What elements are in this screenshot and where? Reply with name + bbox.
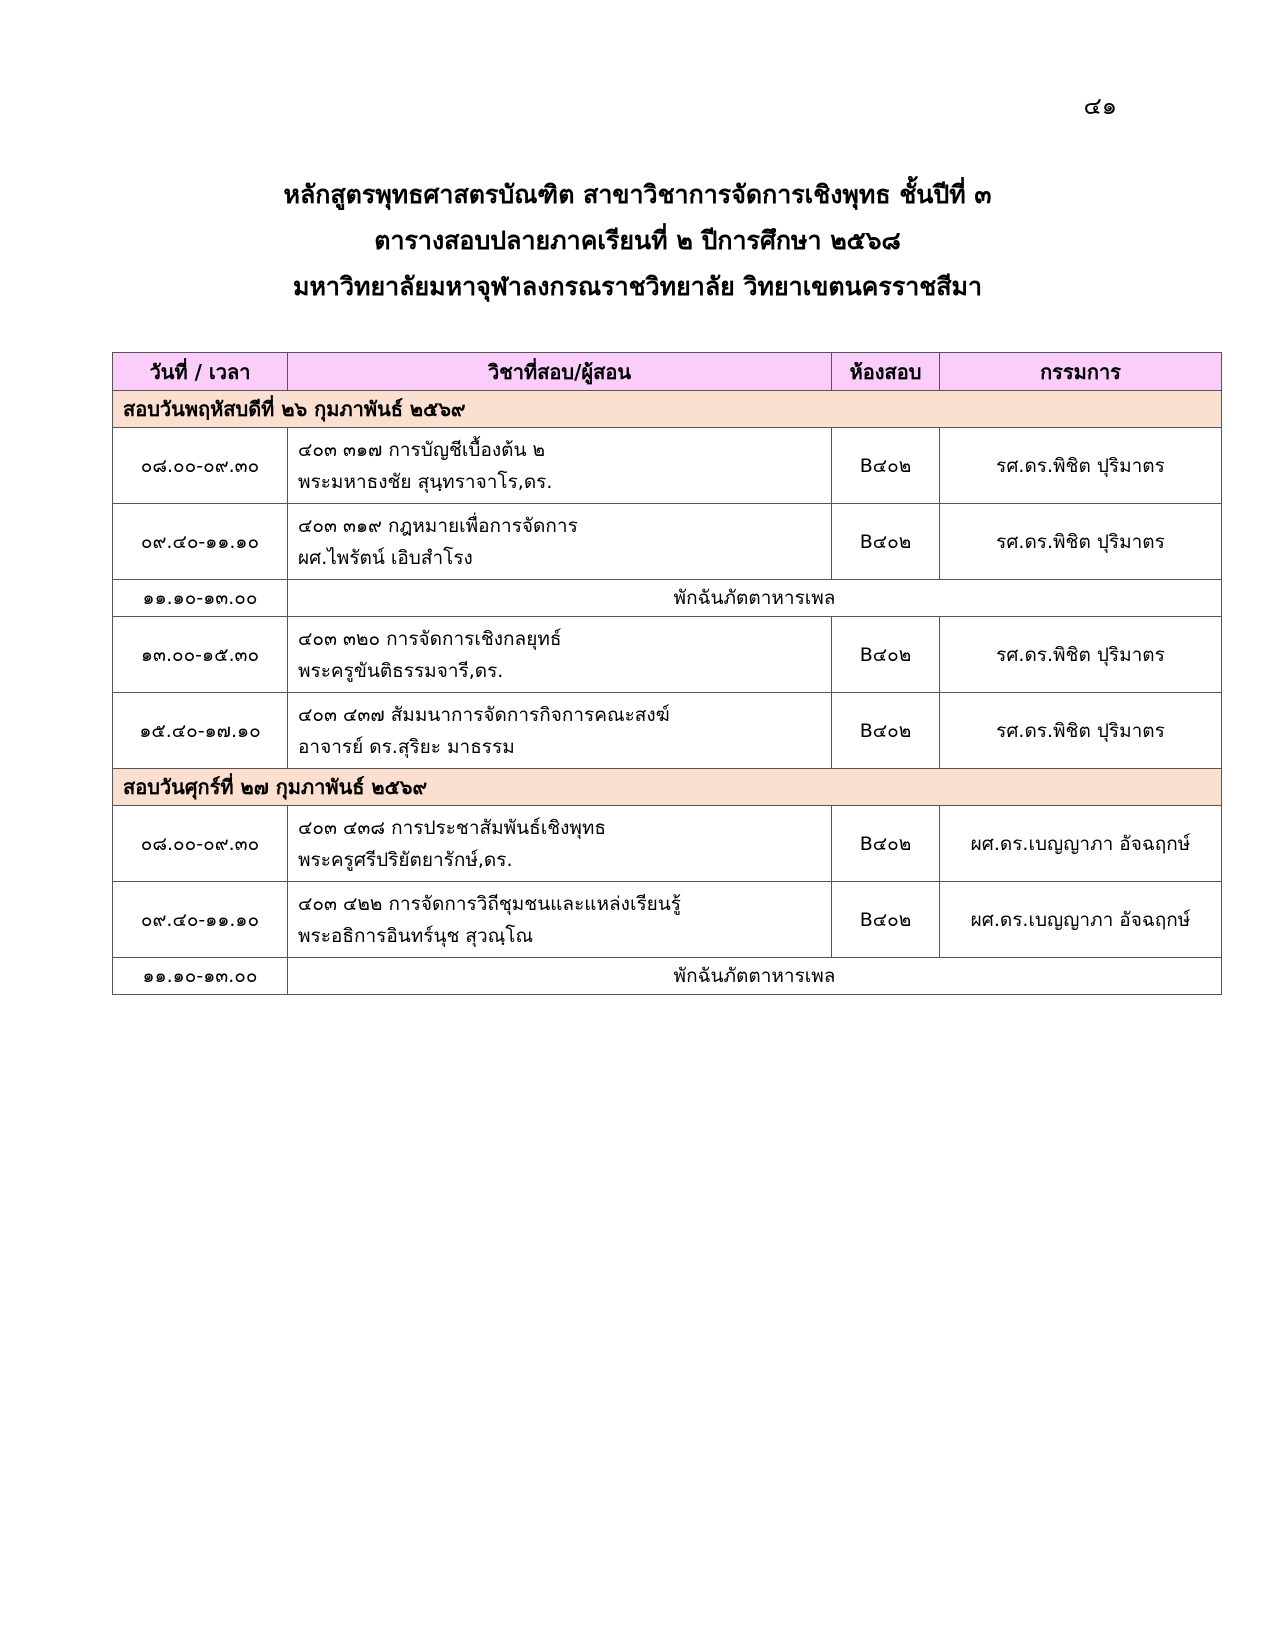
day-row bbox=[113, 391, 1222, 428]
day-label: สอบวันศุกร์ที่ ๒๗ กุมภาพันธ์ ๒๕๖๙ bbox=[113, 769, 1222, 806]
exam-time: ๐๙.๔๐-๑๑.๑๐ bbox=[113, 504, 288, 580]
break-row bbox=[113, 958, 1222, 995]
instructor-name: พระมหาธงชัย สุนฺทราจาโร,ดร. bbox=[298, 470, 553, 493]
instructor-name: ผศ.ไพรัตน์ เอิบสำโรง bbox=[298, 546, 473, 569]
exam-schedule-table bbox=[112, 352, 1222, 995]
day-row bbox=[113, 769, 1222, 806]
exam-subject-cell bbox=[288, 882, 832, 958]
title-line-3: มหาวิทยาลัยมหาจุฬาลงกรณราชวิทยาลัย วิทยาเขตนครราชสีมา bbox=[292, 272, 983, 301]
exam-room: B๔๐๒ bbox=[832, 882, 940, 958]
day-label: สอบวันพฤหัสบดีที่ ๒๖ กุมภาพันธ์ ๒๕๖๙ bbox=[113, 391, 1222, 428]
exam-subject-cell bbox=[288, 806, 832, 882]
exam-committee: รศ.ดร.พิชิต ปุริมาตร bbox=[940, 504, 1222, 580]
exam-room: B๔๐๒ bbox=[832, 806, 940, 882]
title-line-1: หลักสูตรพุทธศาสตรบัณฑิต สาขาวิชาการจัดการเชิงพุทธ ชั้นปีที่ ๓ bbox=[283, 180, 992, 209]
break-row bbox=[113, 580, 1222, 617]
instructor-name: พระอธิการอินทร์นุช สุวณฺโณ bbox=[298, 924, 534, 947]
exam-committee: ผศ.ดร.เบญญาภา อัจฉฤกษ์ bbox=[940, 882, 1222, 958]
exam-subject-cell bbox=[288, 504, 832, 580]
subject-name: ๔๐๓ ๓๒๐ การจัดการเชิงกลยุทธ์ bbox=[298, 627, 562, 650]
table-row bbox=[113, 617, 1222, 693]
exam-committee: รศ.ดร.พิชิต ปุริมาตร bbox=[940, 428, 1222, 504]
page-number: ๔๑ bbox=[1083, 92, 1117, 120]
exam-subject-cell bbox=[288, 617, 832, 693]
exam-subject-cell bbox=[288, 693, 832, 769]
exam-subject-cell bbox=[288, 428, 832, 504]
table-row bbox=[113, 882, 1222, 958]
break-label: พักฉันภัตตาหารเพล bbox=[288, 958, 1222, 995]
exam-room: B๔๐๒ bbox=[832, 693, 940, 769]
instructor-name: อาจารย์ ดร.สุริยะ มาธรรม bbox=[298, 735, 515, 758]
exam-time: ๑๕.๔๐-๑๗.๑๐ bbox=[113, 693, 288, 769]
break-time: ๑๑.๑๐-๑๓.๐๐ bbox=[113, 958, 288, 995]
header-committee: กรรมการ bbox=[940, 353, 1222, 391]
exam-time: ๐๘.๐๐-๐๙.๓๐ bbox=[113, 428, 288, 504]
instructor-name: พระครูขันติธรรมจารี,ดร. bbox=[298, 659, 504, 682]
subject-name: ๔๐๓ ๔๓๗ สัมมนาการจัดการกิจการคณะสงฆ์ bbox=[298, 703, 670, 726]
subject-name: ๔๐๓ ๔๓๘ การประชาสัมพันธ์เชิงพุทธ bbox=[298, 816, 607, 839]
header-room: ห้องสอบ bbox=[832, 353, 940, 391]
exam-room: B๔๐๒ bbox=[832, 617, 940, 693]
document-title bbox=[0, 172, 1275, 310]
title-line-2: ตารางสอบปลายภาคเรียนที่ ๒ ปีการศึกษา ๒๕๖๘ bbox=[374, 226, 901, 255]
exam-room: B๔๐๒ bbox=[832, 504, 940, 580]
table-row bbox=[113, 504, 1222, 580]
subject-name: ๔๐๓ ๓๑๗ การบัญชีเบื้องต้น ๒ bbox=[298, 438, 546, 461]
table-header-row bbox=[113, 353, 1222, 391]
exam-time: ๐๘.๐๐-๐๙.๓๐ bbox=[113, 806, 288, 882]
exam-time: ๑๓.๐๐-๑๕.๓๐ bbox=[113, 617, 288, 693]
exam-room: B๔๐๒ bbox=[832, 428, 940, 504]
instructor-name: พระครูศรีปริยัตยารักษ์,ดร. bbox=[298, 848, 513, 871]
table-row bbox=[113, 693, 1222, 769]
break-time: ๑๑.๑๐-๑๓.๐๐ bbox=[113, 580, 288, 617]
exam-committee: รศ.ดร.พิชิต ปุริมาตร bbox=[940, 617, 1222, 693]
subject-name: ๔๐๓ ๓๑๙ กฎหมายเพื่อการจัดการ bbox=[298, 514, 578, 537]
table-row bbox=[113, 428, 1222, 504]
table-row bbox=[113, 806, 1222, 882]
break-label: พักฉันภัตตาหารเพล bbox=[288, 580, 1222, 617]
header-subject: วิชาที่สอบ/ผู้สอน bbox=[288, 353, 832, 391]
subject-name: ๔๐๓ ๔๒๒ การจัดการวิถีชุมชนและแหล่งเรียนรู้ bbox=[298, 892, 681, 915]
header-time: วันที่ / เวลา bbox=[113, 353, 288, 391]
exam-committee: รศ.ดร.พิชิต ปุริมาตร bbox=[940, 693, 1222, 769]
exam-committee: ผศ.ดร.เบญญาภา อัจฉฤกษ์ bbox=[940, 806, 1222, 882]
exam-time: ๐๙.๔๐-๑๑.๑๐ bbox=[113, 882, 288, 958]
